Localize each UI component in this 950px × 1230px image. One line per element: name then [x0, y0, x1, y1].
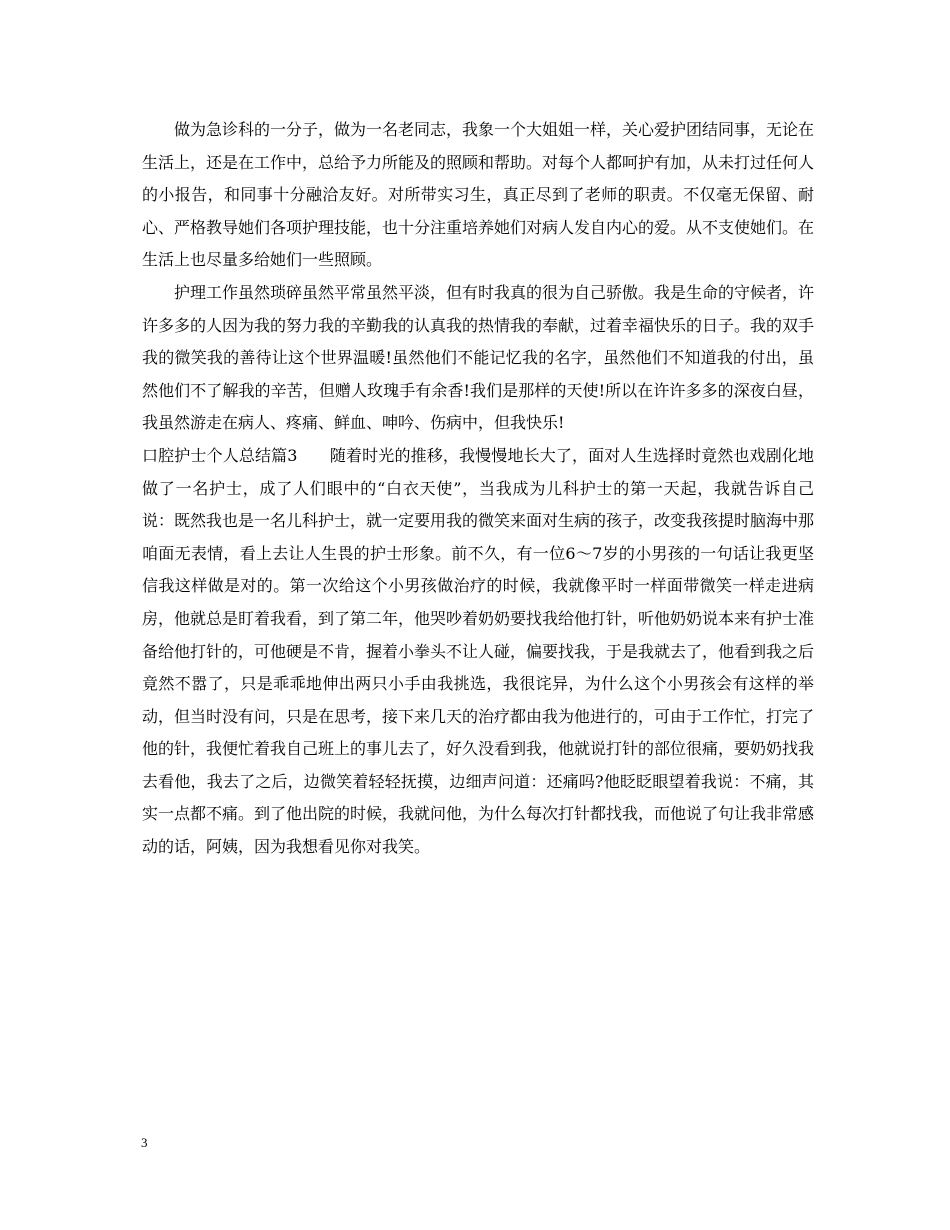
- document-body: [142, 114, 814, 864]
- page-number: 3: [141, 1135, 148, 1150]
- paragraph-3: 口腔护士个人总结篇3 随着时光的推移，我慢慢地长大了，面对人生选择时竟然也戏剧化地做了一名护士，成了人们眼中的“白衣天使”，当我成为儿科护士的第一天起，我就告诉自己说：既然我也是一名儿科护士，就一定要用我的微笑来面对生病的孩子，改变我孩提时脑海中那咱面无表情，看上去让人生畏的护士形象。前不久，有一位6～7岁的小男孩的一句话让我更坚信我这样做是对的。第一次给这个小男孩做治疗的时候，我就像平时一样面带微笑一样走进病房，他就总是盯着我看，到了第二年，他哭吵着奶奶要找我给他打针，听他奶奶说本来有护士准备给他打针的，可他硬是不肯，握着小拳头不让人碰，偏要找我，于是我就去了，他看到我之后竟然不嚣了，只是乖乖地伸出两只小手由我挑选，我很诧异，为什么这个小男孩会有这样的举动，但当时没有问，只是在思考，接下来几天的治疗都由我为他进行的，可由于工作忙，打完了他的针，我便忙着我自己班上的事儿去了，好久没看到我，他就说打针的部位很痛，要奶奶找我去看他，我去了之后，边微笑着轻轻抚摸，边细声问道：还痛吗?他眨眨眼望着我说：不痛，其实一点都不痛。到了他出院的时候，我就问他，为什么每次打针都找我，而他说了句让我非常感动的话，阿姨，因为我想看见你对我笑。: [142, 445, 815, 857]
- paragraph-1: 做为急诊科的一分子，做为一名老同志，我象一个大姐姐一样，关心爱护团结同事，无论在生活上，还是在工作中，总给予力所能及的照顾和帮助。对每个人都呵护有加，从未打过任何人的小报告，和同事十分融洽友好。对所带实习生，真正尽到了老师的职责。不仅毫无保留、耐心、严格教导她们各项护理技能，也十分注重培养她们对病人发自内心的爱。从不支使她们。在生活上也尽量多给她们一些照顾。: [142, 120, 815, 270]
- paragraph-2: 护理工作虽然琐碎虽然平常虽然平淡，但有时我真的很为自己骄傲。我是生命的守候者，许许多多的人因为我的努力我的辛勤我的认真我的热情我的奉献，过着幸福快乐的日子。我的双手我的微笑我的善待让这个世界温暖!虽然他们不能记忆我的名字，虽然他们不知道我的付出，虽然他们不了解我的辛苦，但赠人玫瑰手有余香!我们是那样的天使!所以在许许多多的深夜白昼，我虽然游走在病人、疼痛、鲜血、呻吟、伤病中，但我快乐!: [142, 282, 815, 433]
